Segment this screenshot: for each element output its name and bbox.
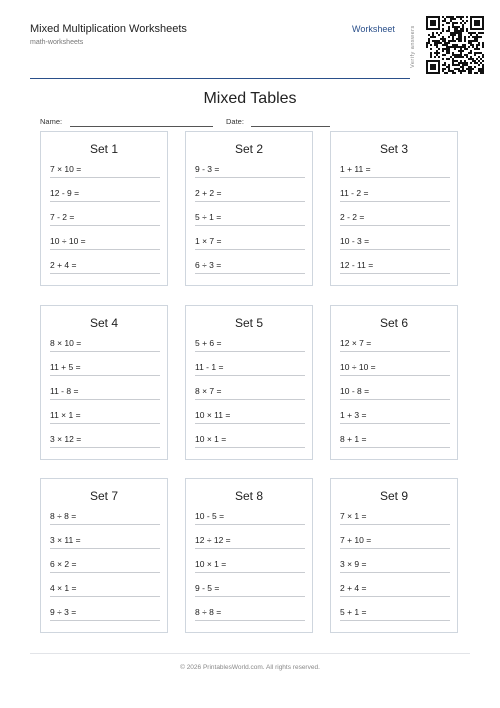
problem-item [50, 186, 160, 202]
answer-line[interactable] [50, 447, 160, 448]
problem-text: 10 × 11 = [195, 410, 231, 420]
answer-line[interactable] [340, 548, 450, 549]
answer-line[interactable] [195, 620, 305, 621]
problem-text: 9 ÷ 3 = [50, 607, 77, 617]
answer-line[interactable] [340, 423, 450, 424]
problem-text: 8 ÷ 8 = [195, 607, 222, 617]
problem-item [340, 234, 450, 250]
problem-text: 2 + 4 = [50, 260, 77, 270]
problem-item [195, 432, 305, 448]
problem-item [195, 384, 305, 400]
problem-item [195, 336, 305, 352]
answer-line[interactable] [50, 177, 160, 178]
problem-text: 8 × 10 = [50, 338, 82, 348]
date-field[interactable] [251, 126, 330, 127]
problem-set [185, 478, 313, 633]
problem-text: 10 ÷ 10 = [50, 236, 86, 246]
site-subtitle: math-worksheets [30, 39, 84, 46]
problem-set [40, 478, 168, 633]
problem-item [195, 360, 305, 376]
problem-item [195, 258, 305, 274]
answer-line[interactable] [50, 620, 160, 621]
problem-text: 6 × 2 = [50, 559, 77, 569]
answer-line[interactable] [340, 225, 450, 226]
answer-line[interactable] [50, 596, 160, 597]
name-label: Name: [40, 117, 63, 126]
problem-item [340, 186, 450, 202]
set-title: Set 6 [379, 316, 409, 330]
problem-text: 10 - 8 = [340, 386, 370, 396]
answer-line[interactable] [195, 524, 305, 525]
answer-line[interactable] [50, 548, 160, 549]
problem-text: 11 - 1 = [195, 362, 224, 372]
problem-text: 3 × 9 = [340, 559, 367, 569]
problem-text: 11 + 5 = [50, 362, 81, 372]
answer-line[interactable] [340, 447, 450, 448]
qr-code-icon[interactable] [426, 16, 484, 74]
problem-item [195, 533, 305, 549]
problem-set [40, 305, 168, 460]
problem-item [340, 557, 450, 573]
page-header [30, 0, 470, 80]
answer-line[interactable] [195, 548, 305, 549]
answer-line[interactable] [195, 447, 305, 448]
problem-text: 12 - 9 = [50, 188, 80, 198]
answer-line[interactable] [195, 351, 305, 352]
problem-text: 12 × 7 = [340, 338, 372, 348]
answer-line[interactable] [195, 273, 305, 274]
problem-item [340, 210, 450, 226]
problem-item [50, 605, 160, 621]
date-label: Date: [226, 117, 244, 126]
problem-set [330, 305, 458, 460]
answer-line[interactable] [195, 399, 305, 400]
answer-line[interactable] [195, 177, 305, 178]
problem-item [50, 432, 160, 448]
answer-line[interactable] [50, 273, 160, 274]
set-title: Set 1 [89, 142, 119, 156]
problem-text: 3 × 12 = [50, 434, 82, 444]
problem-text: 10 - 3 = [340, 236, 370, 246]
problem-item [50, 509, 160, 525]
name-field[interactable] [70, 126, 213, 127]
problem-item [195, 162, 305, 178]
footer-divider [30, 653, 470, 654]
problem-item [50, 408, 160, 424]
set-title: Set 7 [89, 489, 119, 503]
problem-item [50, 557, 160, 573]
answer-line[interactable] [340, 351, 450, 352]
problem-item [340, 384, 450, 400]
problem-item [195, 210, 305, 226]
problem-text: 5 ÷ 1 = [195, 212, 222, 222]
problem-text: 7 × 1 = [340, 511, 367, 521]
problem-text: 11 - 2 = [340, 188, 369, 198]
problem-text: 10 - 5 = [195, 511, 225, 521]
verify-answers-label: Verify answers [410, 25, 416, 69]
problem-text: 5 + 6 = [195, 338, 222, 348]
problem-text: 11 - 8 = [50, 386, 79, 396]
answer-line[interactable] [340, 620, 450, 621]
problem-item [340, 509, 450, 525]
answer-line[interactable] [50, 572, 160, 573]
problem-text: 9 - 3 = [195, 164, 220, 174]
problem-item [340, 581, 450, 597]
answer-line[interactable] [340, 596, 450, 597]
problem-set [185, 131, 313, 286]
problem-item [340, 533, 450, 549]
problem-text: 2 + 2 = [195, 188, 222, 198]
problem-text: 12 ÷ 12 = [195, 535, 231, 545]
problem-text: 7 + 10 = [340, 535, 372, 545]
answer-line[interactable] [50, 423, 160, 424]
problem-item [195, 234, 305, 250]
problem-item [50, 533, 160, 549]
problem-text: 11 × 1 = [50, 410, 81, 420]
problem-set [330, 478, 458, 633]
answer-line[interactable] [50, 524, 160, 525]
problem-text: 8 ÷ 8 = [50, 511, 77, 521]
problem-text: 8 + 1 = [340, 434, 367, 444]
answer-line[interactable] [195, 423, 305, 424]
answer-line[interactable] [50, 375, 160, 376]
problem-text: 10 ÷ 10 = [340, 362, 376, 372]
problem-item [340, 258, 450, 274]
problem-text: 7 - 2 = [50, 212, 75, 222]
set-title: Set 9 [379, 489, 409, 503]
problem-text: 7 × 10 = [50, 164, 82, 174]
answer-line[interactable] [340, 273, 450, 274]
problem-text: 3 × 11 = [50, 535, 81, 545]
problem-item [50, 336, 160, 352]
set-title: Set 4 [89, 316, 119, 330]
problem-text: 8 × 7 = [195, 386, 222, 396]
problem-text: 10 × 1 = [195, 434, 227, 444]
site-title[interactable]: Mixed Multiplication Worksheets [30, 23, 187, 35]
problem-set [185, 305, 313, 460]
problem-text: 9 - 5 = [195, 583, 220, 593]
problem-item [195, 186, 305, 202]
problem-set [40, 131, 168, 286]
answer-line[interactable] [195, 375, 305, 376]
answer-line[interactable] [195, 249, 305, 250]
problem-item [50, 258, 160, 274]
answer-line[interactable] [340, 375, 450, 376]
set-title: Set 5 [234, 316, 264, 330]
answer-line[interactable] [195, 225, 305, 226]
problem-item [195, 509, 305, 525]
problem-item [340, 162, 450, 178]
problem-item [50, 162, 160, 178]
set-title: Set 2 [234, 142, 264, 156]
problem-item [340, 408, 450, 424]
problem-item [195, 408, 305, 424]
set-title: Set 3 [379, 142, 409, 156]
answer-line[interactable] [340, 399, 450, 400]
worksheet-title: Mixed Tables [203, 90, 297, 107]
problem-text: 10 × 1 = [195, 559, 227, 569]
problem-text: 2 + 4 = [340, 583, 367, 593]
problem-text: 4 × 1 = [50, 583, 77, 593]
problem-item [195, 557, 305, 573]
problem-set [330, 131, 458, 286]
problem-text: 1 + 3 = [340, 410, 367, 420]
answer-line[interactable] [50, 399, 160, 400]
problem-text: 1 + 11 = [340, 164, 371, 174]
answer-line[interactable] [340, 177, 450, 178]
worksheet-link[interactable]: Worksheet [352, 24, 395, 34]
answer-line[interactable] [195, 572, 305, 573]
problem-item [50, 210, 160, 226]
answer-line[interactable] [50, 351, 160, 352]
problem-item [50, 581, 160, 597]
answer-line[interactable] [195, 596, 305, 597]
answer-line[interactable] [50, 225, 160, 226]
set-title: Set 8 [234, 489, 264, 503]
problem-item [195, 581, 305, 597]
problem-item [195, 605, 305, 621]
problem-item [50, 384, 160, 400]
answer-line[interactable] [340, 249, 450, 250]
problem-text: 12 - 11 = [340, 260, 374, 270]
problem-text: 2 - 2 = [340, 212, 365, 222]
header-divider [30, 78, 410, 79]
problem-item [340, 360, 450, 376]
answer-line[interactable] [340, 524, 450, 525]
problem-text: 6 ÷ 3 = [195, 260, 222, 270]
problem-text: 5 + 1 = [340, 607, 367, 617]
footer-copyright: © 2026 PrintablesWorld.com. All rights reserved. [180, 664, 320, 671]
problem-item [340, 432, 450, 448]
problem-text: 1 × 7 = [195, 236, 222, 246]
problem-item [340, 605, 450, 621]
problem-item [50, 234, 160, 250]
answer-line[interactable] [195, 201, 305, 202]
problem-item [50, 360, 160, 376]
answer-line[interactable] [50, 201, 160, 202]
problem-item [340, 336, 450, 352]
answer-line[interactable] [340, 201, 450, 202]
answer-line[interactable] [340, 572, 450, 573]
answer-line[interactable] [50, 249, 160, 250]
